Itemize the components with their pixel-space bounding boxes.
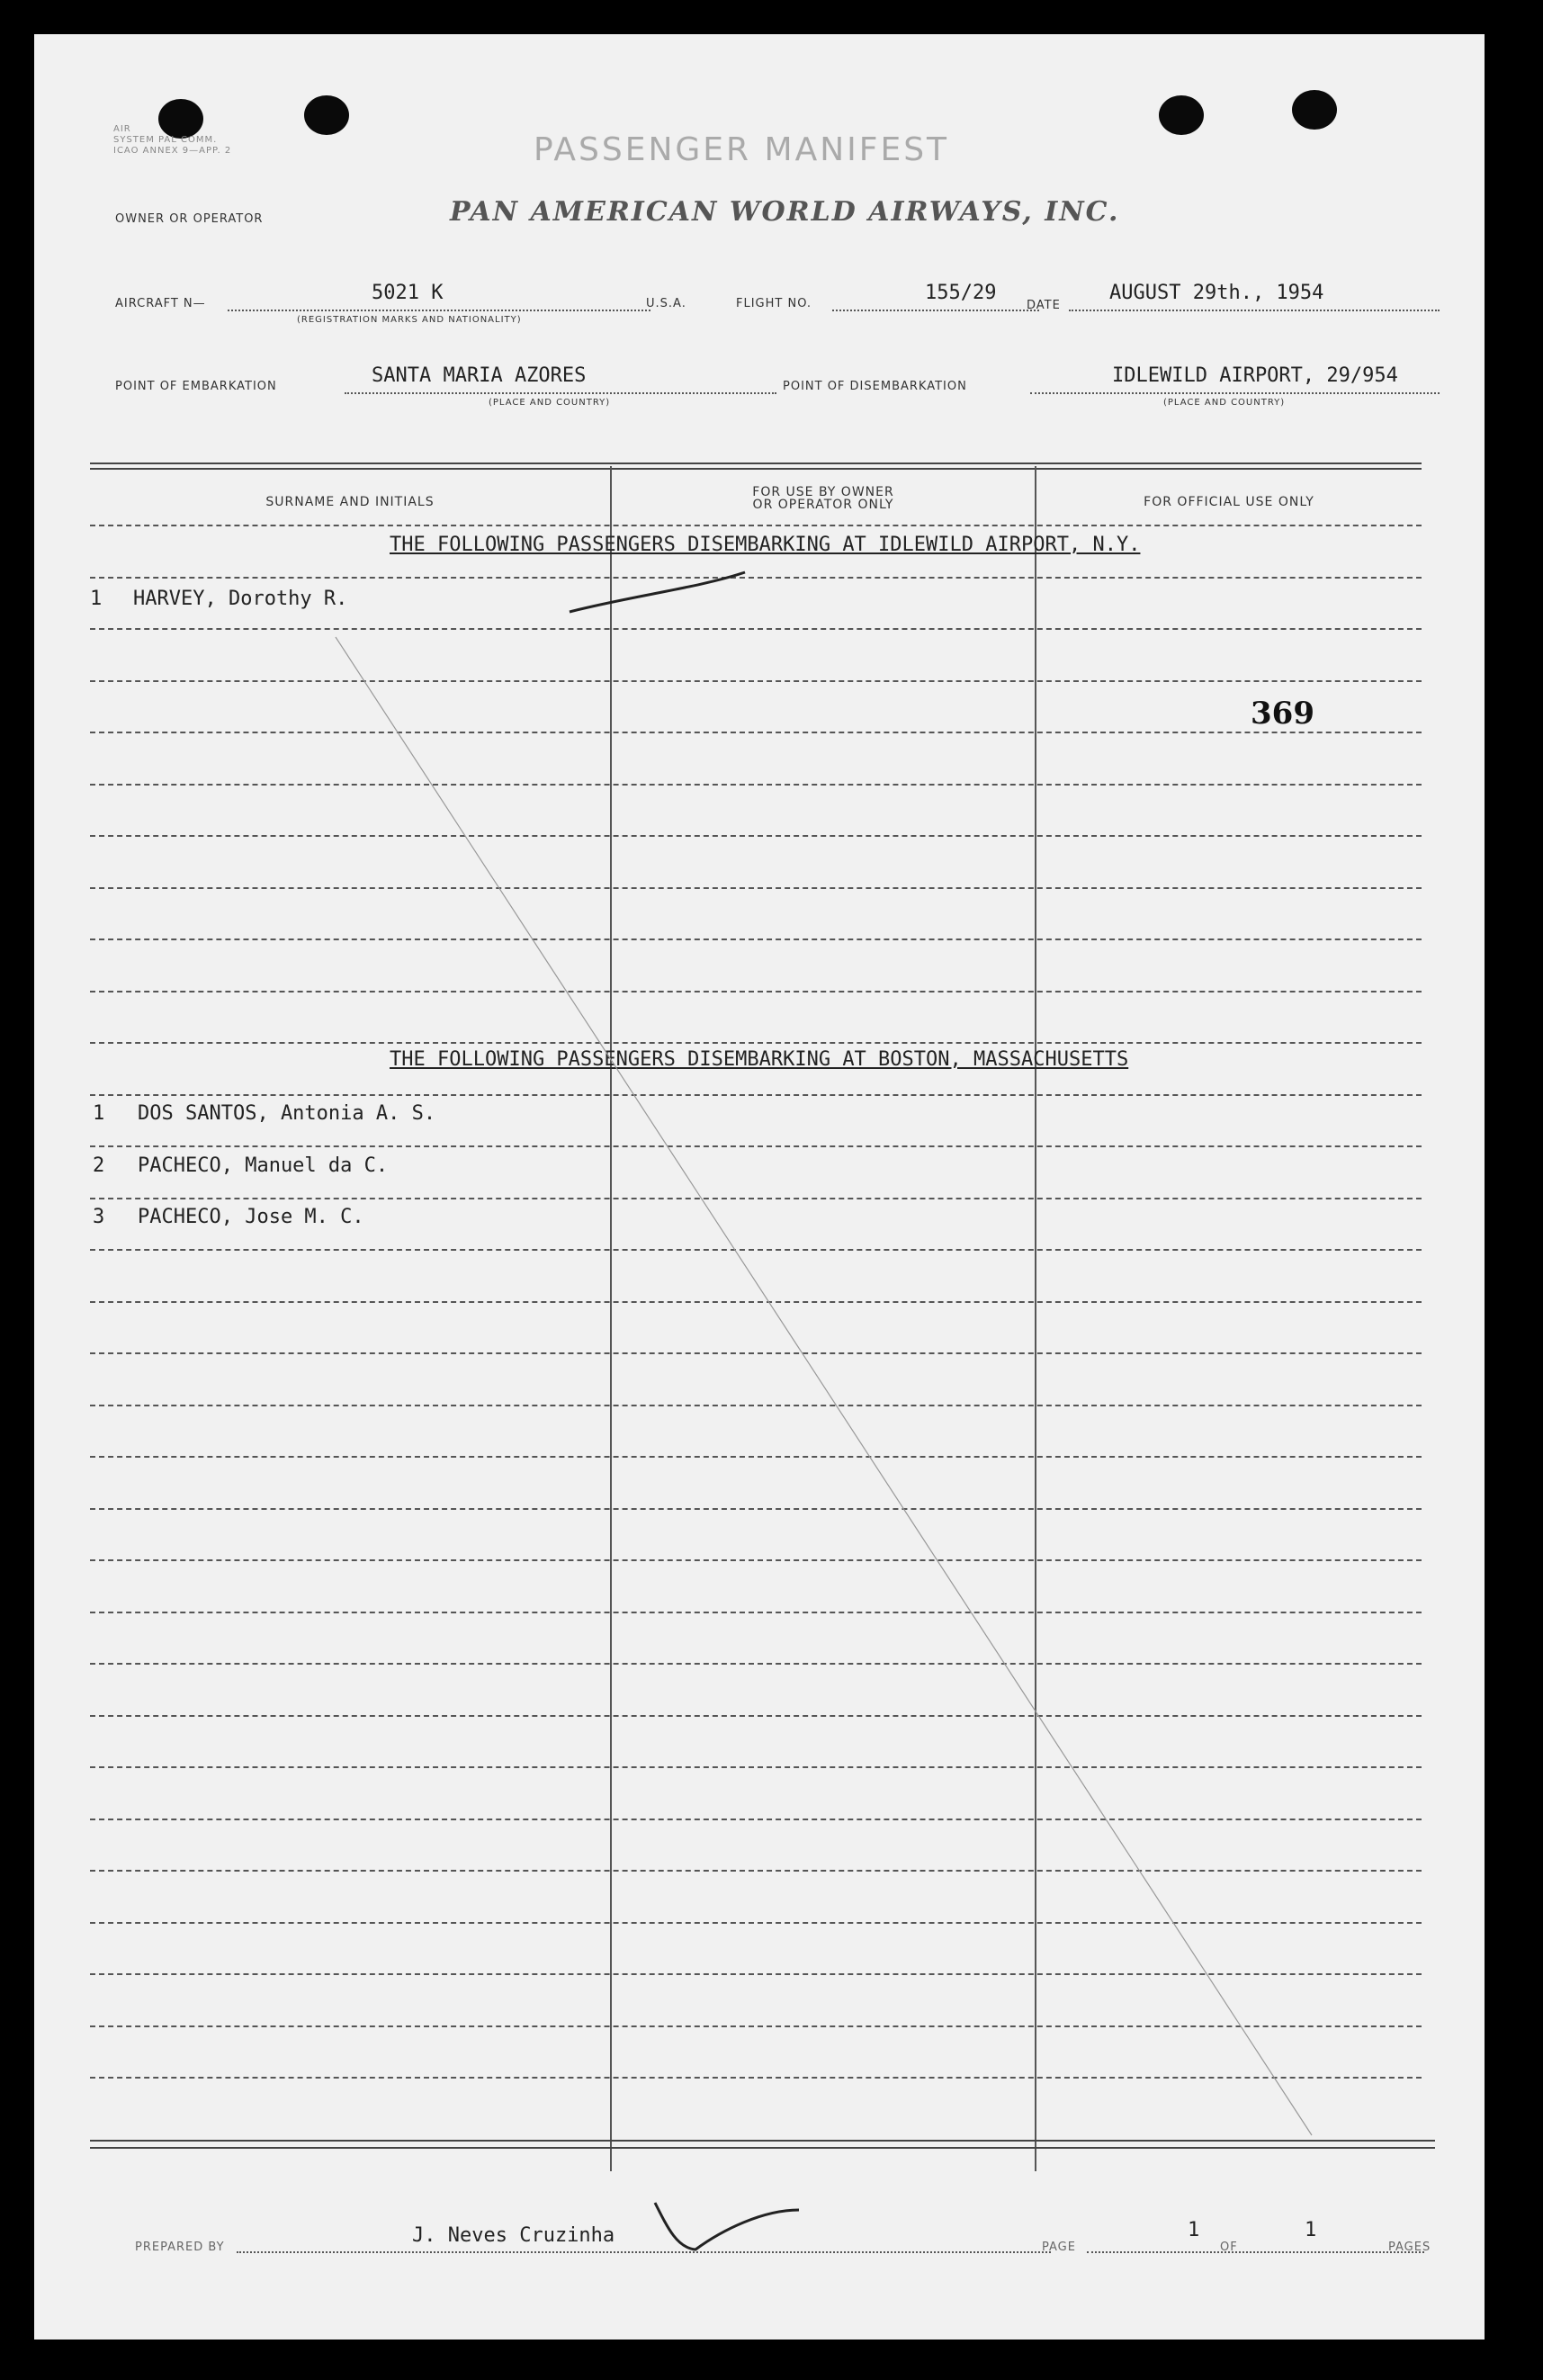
stamp-number: 369 — [1251, 696, 1314, 732]
page-label: PAGE — [1042, 2241, 1076, 2254]
page-number: 1 — [1188, 2219, 1200, 2241]
section2-heading: THE FOLLOWING PASSENGERS DISEMBARKING AT BOSTON, MASSACHUSETTS — [390, 1048, 1129, 1071]
embark-value: SANTA MARIA AZORES — [372, 364, 587, 387]
column-header-owner-use-line1: FOR USE BY OWNER — [752, 485, 894, 499]
airline-name: PAN AMERICAN WORLD AIRWAYS, INC. — [450, 196, 1120, 228]
form-code-1: AIR — [113, 124, 131, 134]
prepared-by-value: J. Neves Cruzinha — [412, 2224, 615, 2247]
owner-label: OWNER OR OPERATOR — [115, 212, 264, 226]
pencil-diagonal-line — [336, 637, 1312, 2135]
aircraft-label: AIRCRAFT N— — [115, 297, 206, 310]
section2-row-3-number: 3 — [93, 1206, 105, 1228]
section2-row-3-name: PACHECO, Jose M. C. — [138, 1206, 364, 1228]
aircraft-sub: (REGISTRATION MARKS AND NATIONALITY) — [297, 315, 522, 325]
section2-row-1-name: DOS SANTOS, Antonia A. S. — [138, 1102, 436, 1125]
date-label: DATE — [1027, 299, 1061, 312]
signature-mark — [655, 2203, 799, 2250]
disembark-label: POINT OF DISEMBARKATION — [783, 380, 967, 393]
prepared-by-label: PREPARED BY — [135, 2241, 225, 2254]
section1-row-name: HARVEY, Dorothy R. — [133, 588, 348, 610]
column-header-owner-use-line2: OR OPERATOR ONLY — [752, 498, 894, 512]
section1-row-number: 1 — [90, 588, 103, 610]
manifest-sheet — [34, 34, 1485, 2340]
pencil-check-mark — [570, 572, 745, 612]
pencil-marks — [34, 34, 1485, 2340]
column-header-surname: SURNAME AND INITIALS — [265, 495, 435, 509]
of-label: OF — [1220, 2241, 1238, 2254]
pages-label: PAGES — [1388, 2241, 1431, 2254]
section1-heading: THE FOLLOWING PASSENGERS DISEMBARKING AT IDLEWILD AIRPORT, N.Y. — [390, 534, 1141, 556]
total-pages: 1 — [1305, 2219, 1317, 2241]
aircraft-value: 5021 K — [372, 282, 444, 304]
embark-sub: (PLACE AND COUNTRY) — [489, 398, 611, 408]
disembark-sub: (PLACE AND COUNTRY) — [1163, 398, 1286, 408]
form-code-2: SYSTEM PAL COMM. — [113, 135, 218, 145]
section2-row-2-name: PACHECO, Manuel da C. — [138, 1154, 389, 1177]
section2-row-2-number: 2 — [93, 1154, 105, 1177]
column-header-official: FOR OFFICIAL USE ONLY — [1144, 495, 1314, 509]
date-value: AUGUST 29th., 1954 — [1109, 282, 1324, 304]
page-title: PASSENGER MANIFEST — [534, 131, 950, 168]
flight-value: 155/29 — [925, 282, 997, 304]
usa-label: U.S.A. — [646, 297, 686, 310]
disembark-value: IDLEWILD AIRPORT, 29/954 — [1112, 364, 1398, 387]
form-code-3: ICAO ANNEX 9—APP. 2 — [113, 146, 232, 156]
section2-row-1-number: 1 — [93, 1102, 105, 1125]
flight-label: FLIGHT NO. — [736, 297, 812, 310]
embark-label: POINT OF EMBARKATION — [115, 380, 277, 393]
